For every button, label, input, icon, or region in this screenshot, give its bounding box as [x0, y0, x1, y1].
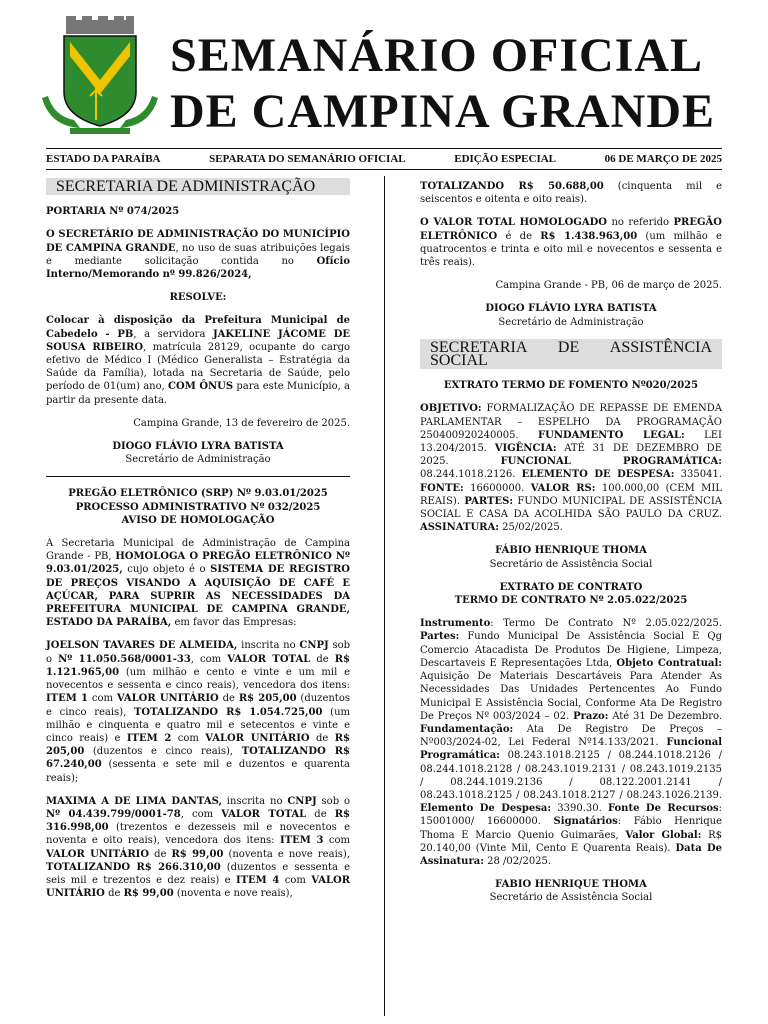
section-header-administracao: SECRETARIA DE ADMINISTRAÇÃO — [46, 178, 350, 195]
homologated-total: O VALOR TOTAL HOMOLOGADO no referido PREGÃO ELETRÔNICO é de R$ 1.438.963,00 (um milhão e quatrocentos e trinta e oito mil e novecentos e sessenta e três reais). — [420, 217, 722, 269]
resolve-heading: RESOLVE: — [169, 292, 227, 304]
title-line-2: DE CAMPINA GRANDE — [170, 85, 715, 138]
fomento-body: OBJETIVO: FORMALIZAÇÃO DE REPASSE DE EMENDA PARLAMENTAR – ESPELHO DA PROGRAMAÇÃO 25040092024000​5. FUNDAMENTO LEGAL: LEI 13.204/2015. VIGÊNCIA: ATÉ 31 DE DEZEMBRO DE 2025. FUNCIONAL PROGRAMÁTICA: 08.244.1018.2126. ELEMENTO DE DESPESA: 335041. FONTE: 16600000. VALOR RS: 100.000,00 (CEM MIL REAIS). PARTES: FUNDO MUNICIPAL DE ASSISTÊNCIA SOCIAL E CASA DA ACOLHIDA SÃO PAULO DA CRUZ. ASSINATURA: 25/02/2025. — [420, 403, 723, 534]
pregao-continuation: TOTALIZANDO R$ 50.688,00 (cinquenta mil e seiscentos e oitenta e oito reais). — [420, 181, 723, 206]
pregao-heading: PREGÃO ELETRÔNICO (SRP) Nº 9.03.01/2025 PROCESSO ADMINISTRATIVO Nº 032/2025 AVISO DE HOMOLOGAÇÃO — [68, 488, 328, 526]
signature-block-4: FABIO HENRIQUE THOMA Secretário de Assistência Social — [489, 879, 653, 904]
left-column — [46, 176, 350, 910]
strip-separata: SEPARATA DO SEMANÁRIO OFICIAL — [209, 153, 406, 165]
edition-strip — [46, 148, 722, 170]
strip-edition: EDIÇÃO ESPECIAL — [454, 153, 557, 165]
strip-state: ESTADO DA PARAÍBA — [46, 153, 161, 165]
portaria-body: Colocar à disposição da Prefeitura Municipal de Cabedelo - PB, a servidora JAKELINE JÁCOME DE SOUSA RIBEIRO, matrícula 28129, ocupante do cargo efetivo de Médico I (Médico Generalista – Estratégia da Saúde da Família), lotada na Secretaria de Saúde, pelo período de 01(um) ano, COM ÔNUS para este Município, a partir da presente data. — [46, 315, 351, 406]
signature-block-3: FÁBIO HENRIQUE THOMA Secretário de Assistência Social — [489, 545, 653, 570]
pregao-intro: A Secretaria Municipal de Administração de Campina Grande - PB, HOMOLOGA O PREGÃO ELETRÔNICO Nº 9.03.01/2025, cujo objeto é o SISTEMA DE REGISTRO DE PREÇOS VISANDO A AQUISIÇÃO DE CAFÉ E AÇÚCAR, PARA SUPRIR AS NECESSIDADES DA PREFEITURA MUNICIPAL DE CAMPINA GRANDE, ESTADO DA PARAÍBA, em favor das Empresas: — [46, 538, 350, 629]
portaria-number: PORTARIA Nº 074/2025 — [46, 206, 180, 218]
strip-date: 06 DE MARÇO DE 2025 — [604, 153, 722, 165]
contrato-body: Instrumento: Termo De Contrato Nº 2.05.022/2025. Partes: Fundo Municipal De Assistência Social E Qg Comercio Atacadista De Produtos De Higiene, Limpeza, Descartaveis E Representações Ltda, Objeto Contratual: Aquisição De Materiais Descartáveis Para Atender As Necessidades Das Unidades Pertencentes Ao Fundo Municipal E Assistência Social, Conforme Ata De Registro De Preços Nº 003/2024 – 02. Prazo: Até 31 De Dezembro. Fundamentação: Ata De Registro De Preços –Nº003/2024-02, Lei Federal Nº14.133/2021. Funcional Programática: 08.243.1018.2125 / 08.244.1018.2126 / 08.244.1018.2128 / 08.243.1019.2131 / 08.243.1019.2135 / 08.244.1019.2136 / 08.122.2001.2141 / 08.243.1018.2125 / 08.243.1018.2127 / 08.243.1026.2139. Elemento De Despesa: 3390.30. Fonte De Recursos: 15001000/ 16600000. Signatários: Fábio Henrique Thoma E Marcio Quenio Guimarães, Valor Global: R$ 20.140,00 (Vinte Mil, Cento E Quarenta Reais). Data De Assinatura: 28 /02/2025. — [420, 618, 723, 867]
right-column — [420, 180, 722, 915]
masthead-title — [170, 28, 715, 140]
coat-of-arms-icon — [40, 16, 160, 136]
company-maxima: MAXIMA A DE LIMA DANTAS, inscrita no CNPJ sob o Nº 04.439.799/0001-78, com VALOR TOTAL de R$ 316.998,00 (trezentos e dezesseis mil e novecentos e noventa e oito reais), vencedora dos itens: ITEM 3 com VALOR UNITÁRIO de R$ 99,00 (noventa e nove reais), TOTALIZANDO R$ 266.310,00 (duzentos e sessenta e seis mil e trezentos e dez reais) e ITEM 4 com VALOR UNITÁRIO de R$ 99,00 (noventa e nove reais), — [46, 795, 351, 900]
title-line-1: SEMANÁRIO OFICIAL — [170, 29, 704, 82]
company-joelson: JOELSON TAVARES DE ALMEIDA, inscrita no CNPJ sob o Nº 11.050.568/0001-33, com VALOR TOTAL de R$ 1.121.965,00 (um milhão e cento e vinte e um mil e novecentos e sessenta e cinco reais), vencedora dos itens: ITEM 1 com VALOR UNITÁRIO de R$ 205,00 (duzentos e cinco reais), TOTALIZANDO R$ 1.054.725,00 (um milhão e cinquenta e quatro mil e setecentos e vinte e cinco reais) e ITEM 2 com VALOR UNITÁRIO de R$ 205,00 (duzentos e cinco reais), TOTALIZANDO R$ 67.240,00 (sessenta e sete mil e duzentos e quarenta reais); — [46, 640, 351, 784]
portaria-preamble: O SECRETÁRIO DE ADMINISTRAÇÃO DO MUNICÍPIO DE CAMPINA GRANDE, no uso de suas atribuições legais e mediante solicitação contida no Ofício Interno/Memorando nº 99.826/2024, — [46, 229, 350, 281]
column-divider — [384, 176, 385, 1016]
fomento-heading: EXTRATO TERMO DE FOMENTO Nº020/2025 — [443, 380, 699, 392]
section-rule — [46, 476, 350, 477]
signature-block-1: DIOGO FLÁVIO LYRA BATISTA Secretário de Administração — [112, 441, 284, 466]
portaria-date: Campina Grande, 13 de fevereiro de 2025. — [133, 417, 350, 429]
signature-block-2: DIOGO FLÁVIO LYRA BATISTA Secretário de Administração — [485, 303, 657, 328]
masthead — [40, 16, 730, 136]
section-header-assistencia: SECRETARIA DE ASSISTÊNCIA SOCIAL — [420, 339, 722, 369]
pregao-date: Campina Grande - PB, 06 de março de 2025. — [495, 280, 722, 292]
contrato-heading: EXTRATO DE CONTRATO TERMO DE CONTRATO Nº 2.05.022/2025 — [454, 581, 688, 607]
